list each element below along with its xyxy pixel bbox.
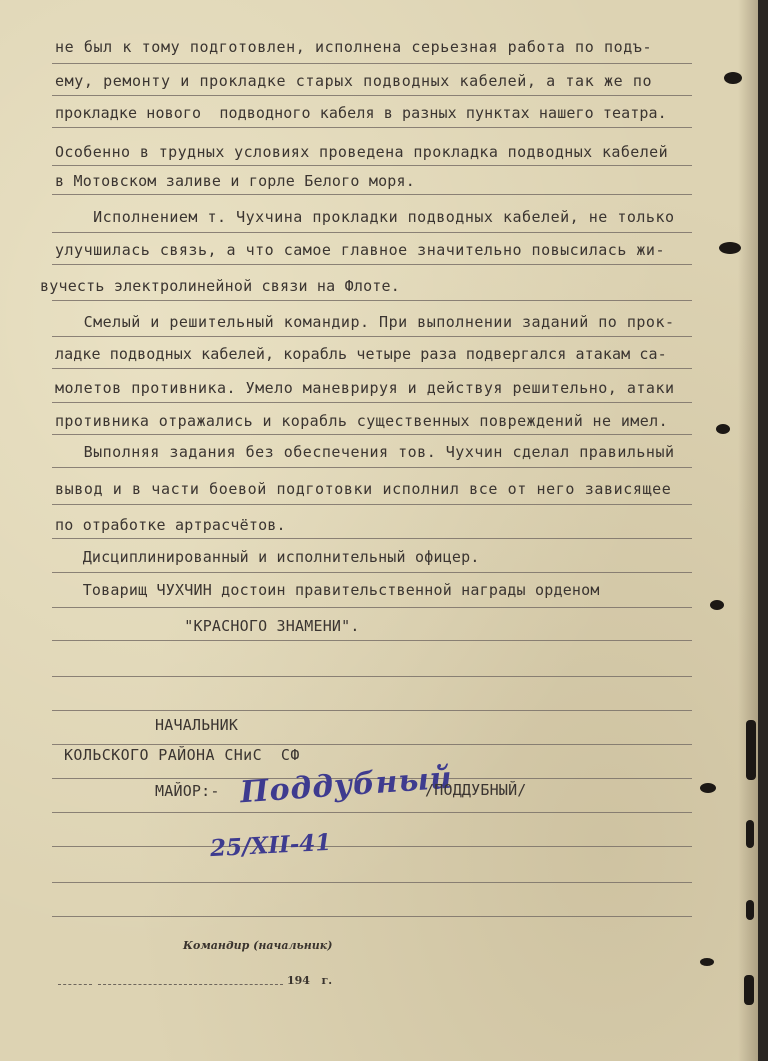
binding-tear	[746, 900, 754, 920]
handwritten-date: 25/XII-41	[209, 828, 332, 863]
ruled-line	[52, 232, 692, 233]
ruled-line	[52, 194, 692, 195]
binding-tear	[746, 820, 754, 848]
handwritten-signature: Поддубный	[239, 760, 454, 811]
ruled-line	[52, 744, 692, 745]
ruled-line	[52, 710, 692, 711]
ruled-line	[52, 846, 692, 847]
punch-hole	[710, 600, 724, 610]
body-line: Дисциплинированный и исполнительный офицер.	[55, 548, 480, 566]
ruled-line	[52, 95, 692, 96]
punch-hole	[716, 424, 730, 434]
body-line: Выполняя задания без обеспечения тов. Чухчин сделал правильный	[55, 443, 675, 461]
ruled-line	[52, 264, 692, 265]
body-line: ему, ремонту и прокладке старых подводных кабелей, а так же по	[55, 72, 653, 90]
punch-hole	[719, 242, 741, 254]
ruled-line	[52, 640, 692, 641]
ruled-line	[52, 165, 692, 166]
ruled-line	[52, 368, 692, 369]
punch-hole	[700, 958, 714, 966]
ruled-line	[52, 916, 692, 917]
body-line: по отработке артрасчётов.	[55, 516, 286, 534]
body-line: улучшилась связь, а что самое главное значительно повысилась жи-	[55, 241, 665, 259]
binding-tear	[746, 720, 756, 780]
signatory-typed-name: /ПОДДУБНЫЙ/	[425, 781, 527, 799]
ruled-line	[52, 812, 692, 813]
date-blank-month	[98, 984, 283, 985]
ruled-line	[52, 538, 692, 539]
body-line: Смелый и решительный командир. При выполнении заданий по прок-	[55, 313, 675, 331]
body-line: вывод и в части боевой подготовки исполнил все от него зависящее	[55, 480, 672, 498]
ruled-line	[52, 607, 692, 608]
body-line: противника отражались и корабль существенных повреждений не имел.	[55, 412, 668, 430]
signatory-title: НАЧАЛЬНИК	[155, 716, 239, 734]
ruled-line	[52, 676, 692, 677]
ruled-line	[52, 504, 692, 505]
body-line: ладке подводных кабелей, корабль четыре раза подвергался атакам са-	[55, 345, 667, 363]
ruled-line	[52, 127, 692, 128]
binding-tear	[744, 975, 754, 1005]
ruled-line	[52, 63, 692, 64]
form-caption: Командир (начальник)	[183, 939, 333, 952]
punch-hole	[724, 72, 742, 84]
body-line: Особенно в трудных условиях проведена прокладка подводных кабелей	[55, 143, 668, 161]
body-line: Исполнением т. Чухчина прокладки подводных кабелей, не только	[55, 208, 675, 226]
body-line: молетов противника. Умело маневрируя и действуя решительно, атаки	[55, 379, 675, 397]
ruled-line	[52, 300, 692, 301]
punch-hole	[700, 783, 716, 793]
ruled-line	[52, 467, 692, 468]
ruled-line	[52, 336, 692, 337]
date-blank-day	[58, 984, 92, 985]
body-line: прокладке нового подводного кабеля в разных пунктах нашего театра.	[55, 104, 667, 122]
signatory-unit: КОЛЬСКОГО РАЙОНА СНиС СФ	[64, 746, 300, 764]
body-line: не был к тому подготовлен, исполнена серьезная работа по подъ-	[55, 38, 653, 56]
body-line: "КРАСНОГО ЗНАМЕНИ".	[55, 617, 360, 635]
body-line: вучесть электролинейной связи на Флоте.	[40, 277, 400, 295]
body-line: Товарищ ЧУХЧИН достоин правительственной награды орденом	[55, 581, 600, 599]
date-year-template: 194 г.	[287, 974, 333, 987]
ruled-line	[52, 572, 692, 573]
body-line: в Мотовском заливе и горле Белого моря.	[55, 172, 415, 190]
signatory-rank: МАЙОР:-	[155, 782, 220, 800]
ruled-line	[52, 402, 692, 403]
ruled-line	[52, 882, 692, 883]
ruled-line	[52, 434, 692, 435]
